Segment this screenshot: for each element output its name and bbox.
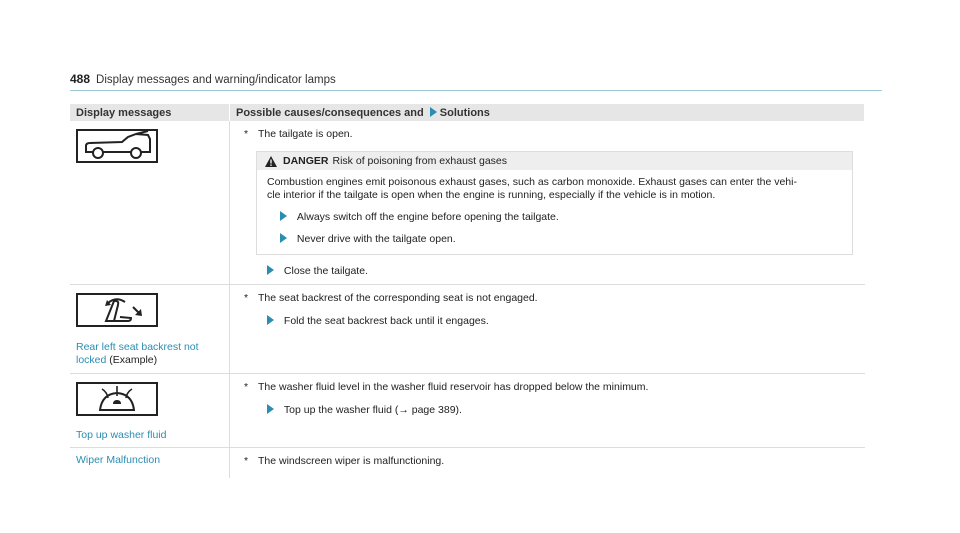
cause-cell xyxy=(230,285,865,374)
bullet-marker: * xyxy=(244,455,249,467)
action-arrow-icon xyxy=(280,211,287,221)
message-cell xyxy=(70,121,230,285)
action-text-suffix: ). xyxy=(455,404,462,416)
cause-text: The windscreen wiper is malfunctioning. xyxy=(258,455,445,467)
column-header-causes xyxy=(230,104,865,121)
message-link[interactable]: Rear left seat backrest not locked xyxy=(76,341,199,366)
table-row xyxy=(70,448,865,479)
seat-backrest-icon xyxy=(76,293,158,327)
table-row xyxy=(70,374,865,448)
page-ref-arrow: → xyxy=(398,404,409,416)
bullet-marker: * xyxy=(244,292,249,304)
cause-cell xyxy=(230,374,865,448)
action-item xyxy=(264,403,859,417)
action-item xyxy=(264,264,859,278)
danger-text-line: cle interior if the tailgate is open when the engine is running, especially if the vehicle is in motion. xyxy=(267,189,716,201)
danger-box xyxy=(256,151,853,255)
page-title: Display messages and warning/indicator lamps xyxy=(96,74,336,86)
display-messages-table xyxy=(70,104,865,478)
page-header xyxy=(70,72,882,91)
message-link[interactable]: Wiper Malfunction xyxy=(76,454,161,466)
cause-text: The washer fluid level in the washer fluid reservoir has dropped below the minimum. xyxy=(258,381,649,393)
action-text-prefix: Top up the washer fluid ( xyxy=(283,404,399,416)
action-arrow-icon xyxy=(267,265,274,275)
danger-action xyxy=(277,211,842,224)
message-link[interactable]: Top up washer fluid xyxy=(76,429,167,441)
action-text: Fold the seat backrest back until it engages. xyxy=(283,315,489,327)
danger-text-line: Combustion engines emit poisonous exhaust gases, such as carbon monoxide. Exhaust gases can enter the vehi- xyxy=(267,176,797,188)
cause-text: The seat backrest of the corresponding seat is not engaged. xyxy=(258,292,538,304)
cause-cell xyxy=(230,121,865,285)
action-arrow-icon xyxy=(267,315,274,325)
bullet-marker: * xyxy=(244,381,249,393)
page-number: 488 xyxy=(70,72,91,86)
column-header-causes-text: Possible causes/consequences and xyxy=(236,106,424,119)
cause-text: The tailgate is open. xyxy=(258,128,353,140)
danger-title: Risk of poisoning from exhaust gases xyxy=(332,155,508,167)
danger-action-text: Always switch off the engine before opening the tailgate. xyxy=(296,211,559,223)
danger-body xyxy=(257,170,852,254)
danger-action-text: Never drive with the tailgate open. xyxy=(296,233,456,245)
danger-action xyxy=(277,233,842,246)
cause-cell xyxy=(230,448,865,479)
danger-header xyxy=(257,152,852,170)
action-arrow-icon xyxy=(280,233,287,243)
danger-label: DANGER xyxy=(283,155,329,167)
action-text: Close the tailgate. xyxy=(283,265,368,277)
table-row xyxy=(70,285,865,374)
column-header-display-messages: Display messages xyxy=(70,104,230,121)
tailgate-open-icon xyxy=(76,129,158,163)
message-cell xyxy=(70,374,230,448)
message-suffix: (Example) xyxy=(109,354,158,366)
bullet-marker: * xyxy=(244,128,249,140)
warning-triangle-icon xyxy=(265,156,277,167)
message-cell xyxy=(70,285,230,374)
action-item xyxy=(264,314,859,328)
table-header-row xyxy=(70,104,865,121)
washer-fluid-icon xyxy=(76,382,158,416)
solutions-arrow-icon xyxy=(430,107,437,117)
action-arrow-icon xyxy=(267,404,274,414)
page-reference-link[interactable]: page 389 xyxy=(411,404,456,416)
message-cell xyxy=(70,448,230,479)
column-header-solutions-text: Solutions xyxy=(439,106,490,119)
table-row xyxy=(70,121,865,285)
